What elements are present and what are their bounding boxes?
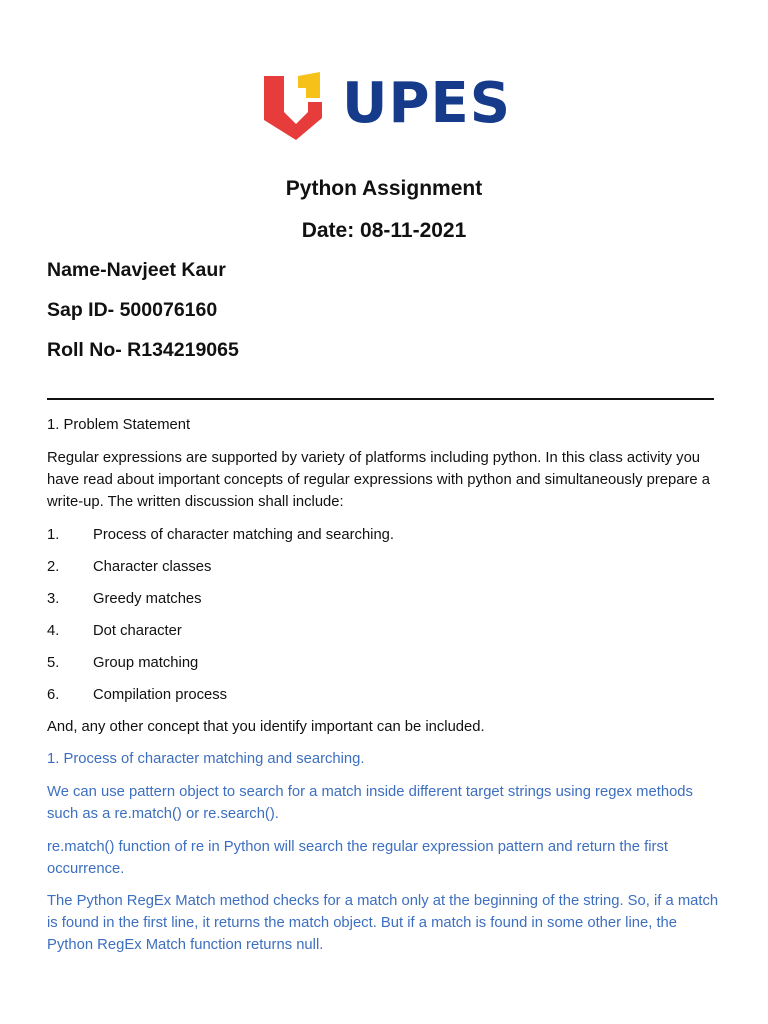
list-item-text: Compilation process	[93, 687, 228, 703]
student-roll-no: Roll No- R134219065	[47, 339, 239, 361]
list-item-text: Group matching	[93, 655, 199, 671]
list-item-text: Dot character	[93, 623, 182, 639]
answer-paragraph: re.match() function of re in Python will search the regular expression pattern and return the first occurrence.	[47, 839, 668, 877]
list-item-number: 2.	[47, 559, 60, 575]
problem-intro: Regular expressions are supported by variety of platforms including python. In this class activity you have read about important concepts of regular expressions with python and simultaneously prepare a write-up. The written discussion shall include:	[47, 450, 710, 510]
document-date: Date: 08-11-2021	[301, 219, 467, 242]
student-sap-id: Sap ID- 500076160	[47, 299, 218, 321]
list-item-number: 4.	[47, 623, 60, 639]
list-item-number: 5.	[47, 655, 60, 671]
answer-heading: 1. Process of character matching and searching.	[47, 751, 365, 767]
upes-logo-text: UPES	[342, 71, 512, 136]
upes-emblem-icon	[258, 62, 338, 148]
list-item-text: Greedy matches	[93, 591, 202, 607]
problem-closing: And, any other concept that you identify important can be included.	[47, 719, 485, 735]
list-item-number: 1.	[47, 527, 60, 543]
horizontal-divider	[47, 398, 714, 400]
answer-paragraph: The Python RegEx Match method checks for a match only at the beginning of the string. So, if a match is found in the first line, it returns the match object. But if a match is found in some other line, the Python RegEx Match function returns null.	[47, 893, 719, 953]
list-item-text: Process of character matching and searching.	[93, 527, 395, 543]
problem-heading: 1. Problem Statement	[47, 417, 191, 433]
list-item-number: 3.	[47, 591, 60, 607]
list-item-text: Character classes	[93, 559, 212, 575]
student-name: Name-Navjeet Kaur	[47, 259, 226, 281]
upes-logo	[258, 62, 518, 148]
answer-paragraph: We can use pattern object to search for a match inside different target strings using regex methods such as a re.match() or re.search().	[47, 784, 693, 822]
list-item-number: 6.	[47, 687, 60, 703]
document-title: Python Assignment	[285, 177, 483, 200]
